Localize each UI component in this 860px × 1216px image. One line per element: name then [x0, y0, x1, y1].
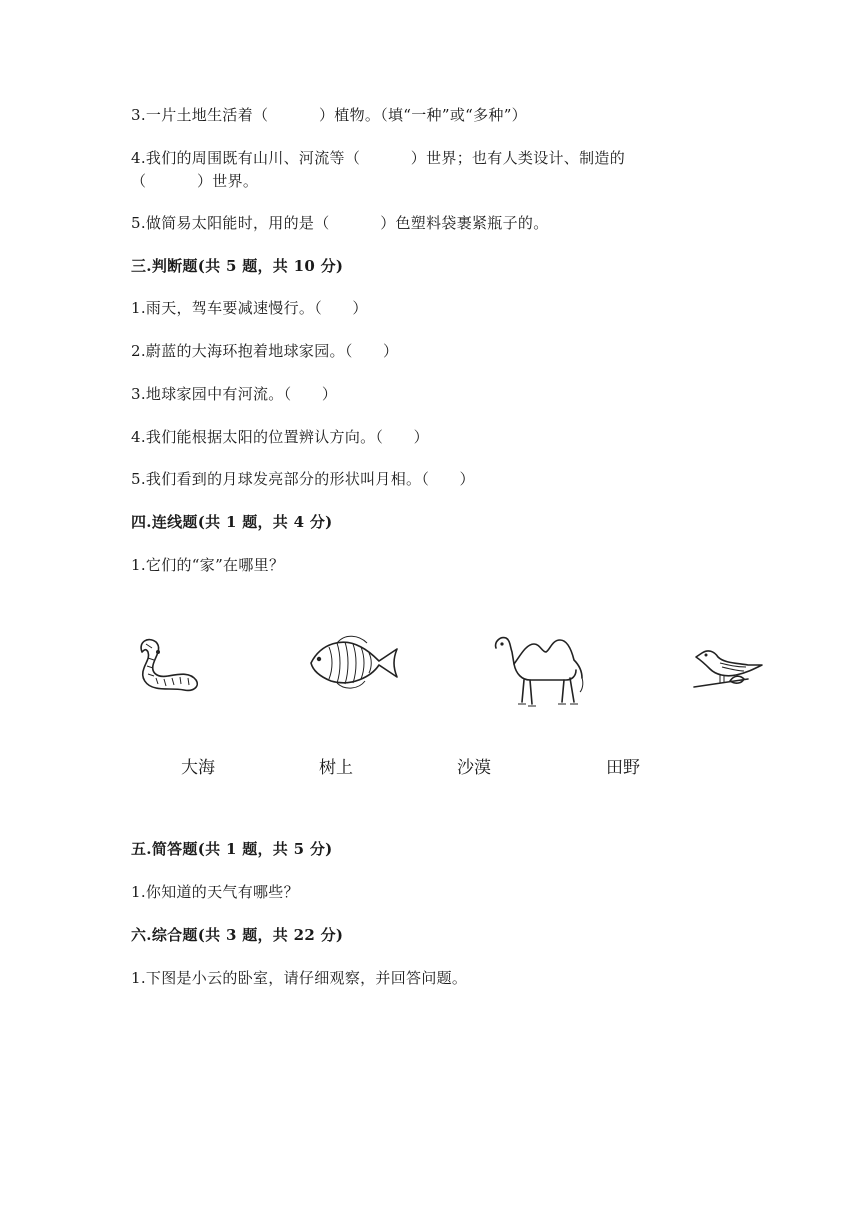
camel-image	[490, 630, 590, 712]
place-label-desert: 沙漠	[457, 758, 491, 778]
judgement-item: 1.雨天，驾车要减速慢行。（ ）	[131, 299, 368, 317]
section-heading-judgement: 三.判断题(共 5 题，共 10 分)	[131, 257, 344, 275]
section-heading-matching: 四.连线题(共 1 题，共 4 分)	[131, 513, 333, 531]
question-fill-3: 3.一片土地生活着（ ）植物。（填“一种”或“多种”）	[131, 106, 527, 124]
fish-image	[307, 633, 401, 689]
question-fill-5: 5.做简易太阳能时，用的是（ ）色塑料袋裹紧瓶子的。	[131, 214, 549, 232]
place-label-field: 田野	[606, 758, 640, 778]
judgement-item: 2.蔚蓝的大海环抱着地球家园。（ ）	[131, 342, 399, 360]
place-label-sea: 大海	[181, 758, 215, 778]
judgement-item: 3.地球家园中有河流。（ ）	[131, 385, 338, 403]
judgement-item: 5.我们看到的月球发亮部分的形状叫月相。（ ）	[131, 470, 475, 488]
place-label-tree: 树上	[319, 758, 353, 778]
question-fill-4-line1: 4.我们的周围既有山川、河流等（ ）世界；也有人类设计、制造的	[131, 149, 625, 167]
short-answer-question: 1.你知道的天气有哪些？	[131, 883, 299, 901]
comprehensive-question: 1.下图是小云的卧室，请仔细观察，并回答问题。	[131, 969, 468, 987]
bird-image	[690, 643, 764, 693]
matching-question: 1.它们的“家”在哪里？	[131, 556, 285, 574]
judgement-item: 4.我们能根据太阳的位置辨认方向。（ ）	[131, 428, 429, 446]
section-heading-comprehensive: 六.综合题(共 3 题，共 22 分)	[131, 926, 344, 944]
question-fill-4-line2: （ ）世界。	[131, 172, 259, 190]
section-heading-short-answer: 五.简答题(共 1 题，共 5 分)	[131, 840, 333, 858]
earthworm-image	[134, 632, 204, 694]
